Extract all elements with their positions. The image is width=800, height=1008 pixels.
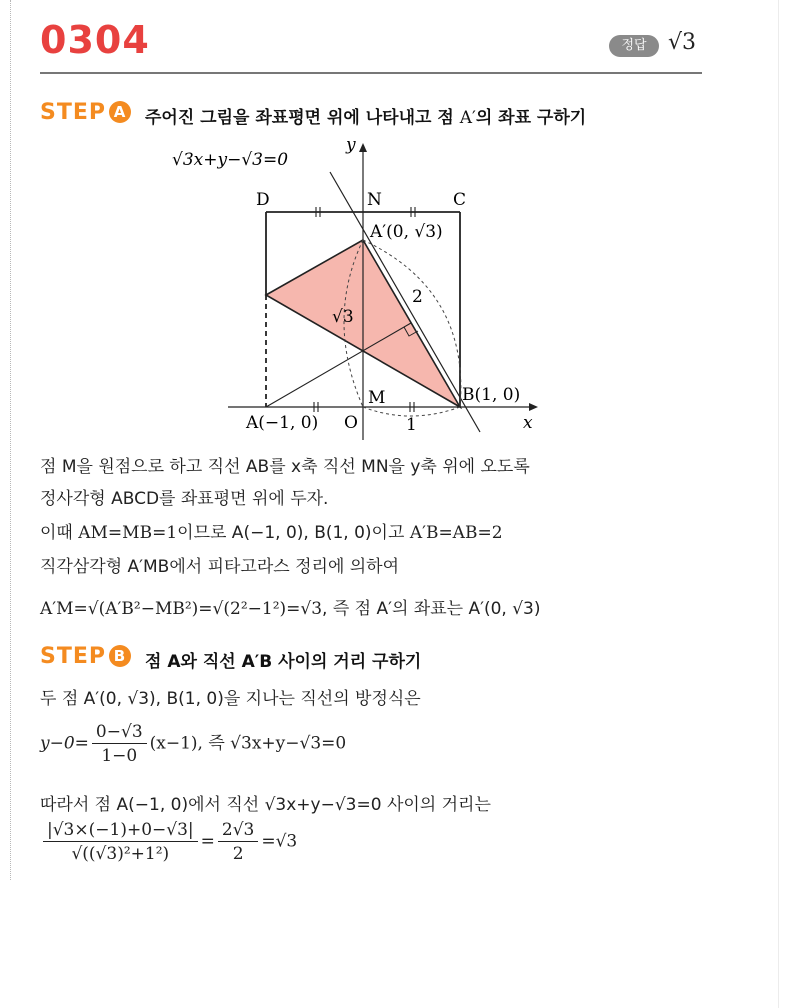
step-a-line-3-mid: 이므로 A(−1, 0), B(1, 0)이고 — [177, 523, 410, 543]
answer-badge: 정답 — [609, 35, 659, 57]
step-a-line-3 — [40, 518, 503, 543]
step-b-label — [40, 644, 131, 669]
step-b-distance-mid-fraction — [218, 820, 258, 864]
line-equation-label: √3x+y−√3=0 — [172, 150, 289, 170]
step-a-title-point: A′ — [459, 108, 476, 128]
y-axis-arrow — [359, 143, 367, 152]
step-b-dist-num: |√3×(−1)+0−√3| — [43, 820, 198, 842]
step-b-eq-lhs: y−0= — [40, 733, 89, 754]
step-b-distance-fraction — [43, 820, 198, 864]
y-axis-label: y — [346, 135, 356, 155]
point-d-label: D — [256, 190, 270, 210]
point-c-label: C — [453, 190, 467, 210]
point-m-label: M — [368, 388, 386, 408]
step-a-line-5-text: , 즉 점 A′의 좌표는 A′(0, √3) — [322, 599, 541, 619]
step-a-line-5 — [40, 594, 541, 619]
step-a-line-3-math-2: A′B=AB=2 — [409, 523, 503, 543]
point-a-prime-label: A′(0, √3) — [370, 222, 443, 242]
step-a-line-3-pre: 이때 — [40, 523, 79, 543]
step-b-eq-frac-den: 1−0 — [101, 746, 138, 766]
step-b-eq-fraction — [92, 722, 147, 766]
step-b-dist-result: =√3 — [261, 831, 298, 852]
step-a-line-3-math-1: AM=MB=1 — [78, 523, 178, 543]
step-b-line-3: 따라서 점 A(−1, 0)에서 직선 √3x+y−√3=0 사이의 거리는 — [40, 795, 491, 815]
answer-value: √3 — [668, 30, 697, 55]
x-axis-arrow — [529, 403, 538, 411]
coordinate-figure — [0, 0, 800, 460]
step-b-dist-mid-num: 2√3 — [218, 820, 258, 842]
step-a-circle: A — [109, 101, 131, 123]
segment-two-label: 2 — [412, 287, 423, 307]
step-b-dist-mid-den: 2 — [232, 844, 244, 864]
step-b-line-1: 두 점 A′(0, √3), B(1, 0)을 지나는 직선의 방정식은 — [40, 689, 421, 709]
step-a-line-4: 직각삼각형 A′MB에서 피타고라스 정리에 의하여 — [40, 557, 400, 577]
step-a-title-post: 의 좌표 구하기 — [475, 108, 587, 128]
x-axis-label: x — [523, 413, 533, 433]
step-b-title: 점 A와 직선 A′B 사이의 거리 구하기 — [145, 652, 422, 672]
step-b-equation — [40, 722, 346, 766]
step-a-line-1: 점 M을 원점으로 하고 직선 AB를 x축 직선 MN을 y축 위에 오도록 — [40, 457, 530, 477]
step-a-line-5-math: A′M=√(A′B²−MB²)=√(2²−1²)=√3 — [40, 599, 323, 619]
problem-number: 0304 — [40, 18, 150, 62]
step-a-title-pre: 주어진 그림을 좌표평면 위에 나타내고 점 — [145, 108, 460, 128]
step-a-line-2: 정사각형 ABCD를 좌표평면 위에 두자. — [40, 489, 329, 509]
segment-one-label: 1 — [406, 415, 417, 435]
step-a-word: STEP — [40, 100, 107, 125]
step-b-word: STEP — [40, 644, 107, 669]
segment-sqrt3-label: √3 — [332, 307, 354, 327]
step-b-eq-rhs: (x−1), 즉 √3x+y−√3=0 — [149, 733, 347, 754]
point-n-label: N — [367, 190, 382, 210]
point-o-label: O — [344, 413, 358, 433]
step-b-dist-den: √((√3)²+1²) — [71, 844, 170, 864]
step-b-eq-frac-num: 0−√3 — [92, 722, 147, 744]
step-b-circle: B — [109, 645, 131, 667]
point-b-label: B(1, 0) — [462, 385, 521, 405]
point-a-label: A(−1, 0) — [246, 413, 319, 433]
step-b-distance: $\frac{|√3\times(-1)+0-√3|}{\text{√((√3)²+1²)}}$ = $\frac{2√3}{2}$ =√3 — [40, 820, 297, 864]
